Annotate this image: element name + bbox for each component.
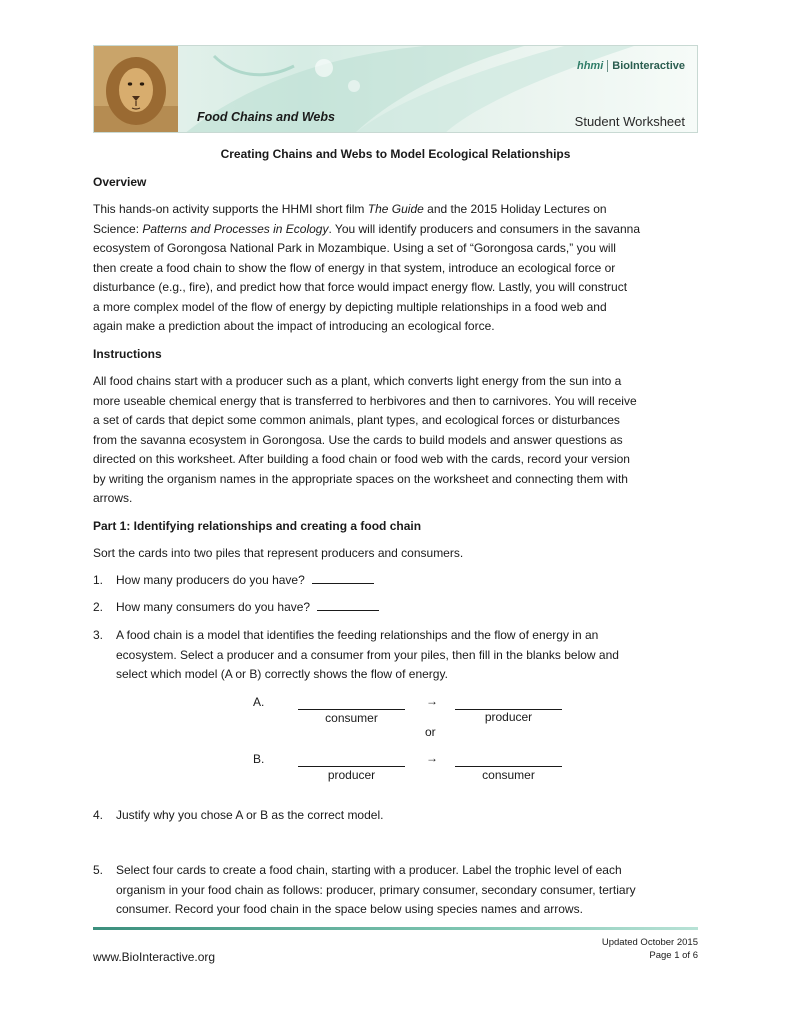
overview-line: Science: Patterns and Processes in Ecology. You will identify producers and consumers in the savanna	[93, 221, 640, 236]
overview-line: a more complex model of the flow of energy by depicting multiple relationships in a food web and	[93, 299, 607, 314]
header-banner	[93, 45, 698, 133]
question-number: 5.	[93, 863, 104, 877]
document-title: Creating Chains and Webs to Model Ecological Relationships	[220, 147, 571, 161]
updated-date: Updated October 2015	[601, 937, 698, 948]
question-number: 2.	[93, 600, 104, 614]
question-number: 1.	[93, 573, 104, 587]
logo-separator	[607, 60, 608, 72]
model-b-right-blank[interactable]	[455, 766, 562, 767]
logo-brand-text: BioInteractive	[612, 60, 685, 72]
model-a-right-caption: producer	[484, 710, 533, 724]
question-text: A food chain is a model that identifies the feeding relationships and the flow of energy in an ecosystem. Select a producer and a consumer from your piles, then fill in the blanks below and select which model (A or B) correctly shows the flow of energy.	[116, 628, 619, 681]
model-a-left-blank[interactable]	[298, 709, 405, 710]
model-b-left-caption: producer	[327, 768, 376, 782]
answer-blank[interactable]	[317, 599, 379, 611]
instructions-line: arrows.	[93, 491, 133, 505]
question-text: Select four cards to create a food chain, starting with a producer. Label the trophic level of each organism in your food chain as follows: producer, primary consumer, secondary consumer, tertiary consumer. Record your food chain in the space below using species names and arrows.	[116, 863, 636, 916]
answer-blank[interactable]	[312, 572, 374, 584]
instructions-line: more useable chemical energy that is transferred to herbivores and then to carnivores. You will receive	[93, 393, 637, 408]
overview-line: then create a food chain to show the flow of energy in that system, introduce an ecological force or	[93, 260, 616, 275]
question-text: How many consumers do you have?	[116, 598, 701, 618]
lion-photo	[94, 46, 178, 132]
instructions-line: by writing the organism names in the appropriate spaces on the worksheet and connecting them with	[93, 471, 628, 486]
part1-heading: Part 1: Identifying relationships and creating a food chain	[93, 519, 422, 533]
model-b-label: B.	[253, 752, 265, 766]
model-a-label: A.	[253, 695, 265, 709]
or-text: or	[425, 725, 436, 739]
overview-line: ecosystem of Gorongosa National Park in Mozambique. Using a set of “Gorongosa cards,” you will	[93, 241, 616, 255]
arrow-icon: →	[426, 694, 438, 708]
overview-paragraph	[93, 200, 703, 337]
question-text: How many producers do you have?	[116, 571, 701, 591]
model-a-left-caption: consumer	[325, 711, 378, 725]
footer-meta	[602, 936, 698, 962]
instructions-heading: Instructions	[93, 347, 162, 361]
logo-hhmi-text: hhmi	[576, 60, 604, 72]
footer-divider	[93, 927, 698, 930]
page-number: Page 1 of 6	[649, 950, 698, 961]
question-number: 3.	[93, 628, 104, 642]
overview-heading: Overview	[93, 175, 147, 189]
biointeractive-logo	[577, 60, 685, 72]
instructions-line: directed on this worksheet. After building a food chain or food web with the cards, record your version	[93, 452, 630, 466]
overview-line: disturbance (e.g., fire), and predict how that force would impact energy flow. Lastly, you will construct	[93, 280, 628, 294]
instructions-paragraph	[93, 372, 703, 509]
arrow-icon: →	[426, 751, 438, 765]
question-text: Justify why you chose A or B as the correct model.	[116, 808, 384, 822]
footer-url-link[interactable]: www.BioInteractive.org	[93, 950, 216, 964]
document-type: Student Worksheet	[574, 114, 685, 129]
series-title: Food Chains and Webs	[197, 110, 335, 124]
part1-intro: Sort the cards into two piles that represent producers and consumers.	[93, 546, 464, 560]
model-b-left-blank[interactable]	[298, 766, 405, 767]
overview-line: again make a prediction about the impact of introducing an ecological force.	[93, 319, 495, 333]
model-b-right-caption: consumer	[482, 768, 535, 782]
overview-line: This hands-on activity supports the HHMI short film The Guide and the 2015 Holiday Lectures on	[93, 202, 607, 216]
question-number: 4.	[93, 808, 104, 822]
instructions-line: All food chains start with a producer such as a plant, which converts light energy from the sun into a	[93, 374, 622, 388]
instructions-line: a set of cards that depict some common animals, plant types, and ecological forces or disturbances	[93, 413, 620, 427]
instructions-line: from the savanna ecosystem in Gorongosa. Use the cards to build models and answer questions as	[93, 432, 623, 447]
